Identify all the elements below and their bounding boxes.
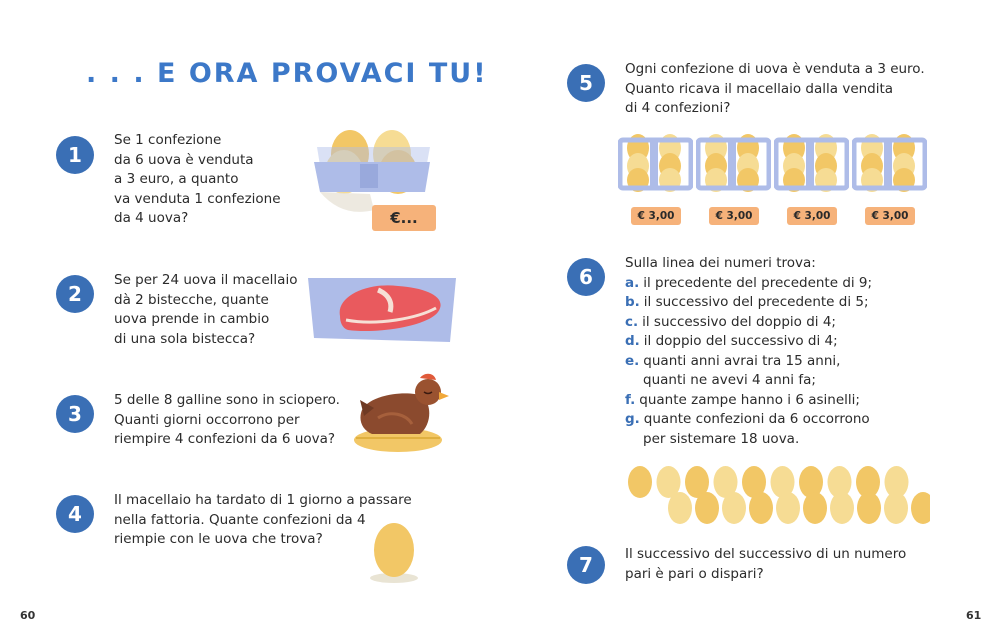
egg-shape (668, 492, 692, 524)
list-item-continuation: per sistemare 18 uova. (643, 430, 800, 447)
exercise-number-1: 1 (56, 136, 94, 174)
list-item: b. il successivo del precedente di 5; (625, 294, 869, 310)
page-title: . . . E ORA PROVACI TU! (86, 58, 488, 89)
egg-shape (722, 492, 746, 524)
eggs-row-illustration (620, 460, 930, 528)
page-number-left: 60 (20, 609, 36, 622)
exercise-7-text: Il successivo del successivo di un numero pari è pari o dispari? (625, 546, 907, 582)
egg-carton-2 (696, 132, 771, 196)
egg-shape (628, 466, 652, 498)
exercise-number-2: 2 (56, 275, 94, 313)
list-item: g. quante confezioni da 6 occorrono (625, 411, 870, 427)
egg-shape (857, 492, 881, 524)
page-number-right: 61 (966, 609, 982, 622)
egg-carton-4 (852, 132, 927, 196)
egg-carton-1 (618, 132, 693, 196)
price-tag-2: € 3,00 (709, 207, 759, 225)
egg-shape (749, 492, 773, 524)
list-item: e. quanti anni avrai tra 15 anni, (625, 352, 841, 369)
egg-shape (911, 492, 930, 524)
exercise-number-7: 7 (567, 546, 605, 584)
list-item: d. il doppio del successivo di 4; (625, 333, 838, 349)
egg-shape (830, 492, 854, 524)
exercise-2-text: Se per 24 uova il macellaio dà 2 bistecche, quante uova prende in cambio di una sola bistecca? (114, 272, 298, 347)
exercise-6-intro: Sulla linea dei numeri trova: (625, 255, 816, 271)
steak-illustration (308, 268, 458, 348)
exercise-4-text: Il macellaio ha tardato di 1 giorno a passare nella fattoria. Quante confezioni da 4 riempie con le uova che trova? (114, 492, 412, 547)
egg-shape (776, 492, 800, 524)
list-item: c. il successivo del doppio di 4; (625, 313, 836, 330)
list-item: a. il precedente del precedente di 9; (625, 274, 873, 291)
price-tag-1: € 3,00 (631, 207, 681, 225)
egg-illustration (366, 520, 424, 584)
egg-shape (884, 492, 908, 524)
exercise-3-text: 5 delle 8 galline sono in sciopero. Quanti giorni occorrono per riempire 4 confezioni da 6 uova? (114, 392, 340, 447)
price-tag-3: € 3,00 (787, 207, 837, 225)
exercise-number-3: 3 (56, 395, 94, 433)
exercise-5-text: Ogni confezione di uova è venduta a 3 euro. Quanto ricava il macellaio dalla vendita di 4 confezioni? (625, 61, 925, 116)
list-item-continuation: quanti ne avevi 4 anni fa; (643, 372, 816, 388)
exercise-number-4: 4 (56, 495, 94, 533)
egg-carton-3 (774, 132, 849, 196)
exercise-1-text: Se 1 confezione da 6 uova è venduta a 3 euro, a quanto va venduta 1 confezione da 4 uova? (114, 132, 281, 226)
egg-shape (695, 492, 719, 524)
exercise-number-5: 5 (567, 64, 605, 102)
hen-on-nest-illustration (350, 370, 452, 458)
list-item: f. quante zampe hanno i 6 asinelli; (625, 391, 860, 408)
egg-shape (803, 492, 827, 524)
exercise-number-6: 6 (567, 258, 605, 296)
price-tag-4: € 3,00 (865, 207, 915, 225)
exercise-6-list (625, 254, 872, 449)
price-tag-unknown: €... (372, 205, 436, 231)
